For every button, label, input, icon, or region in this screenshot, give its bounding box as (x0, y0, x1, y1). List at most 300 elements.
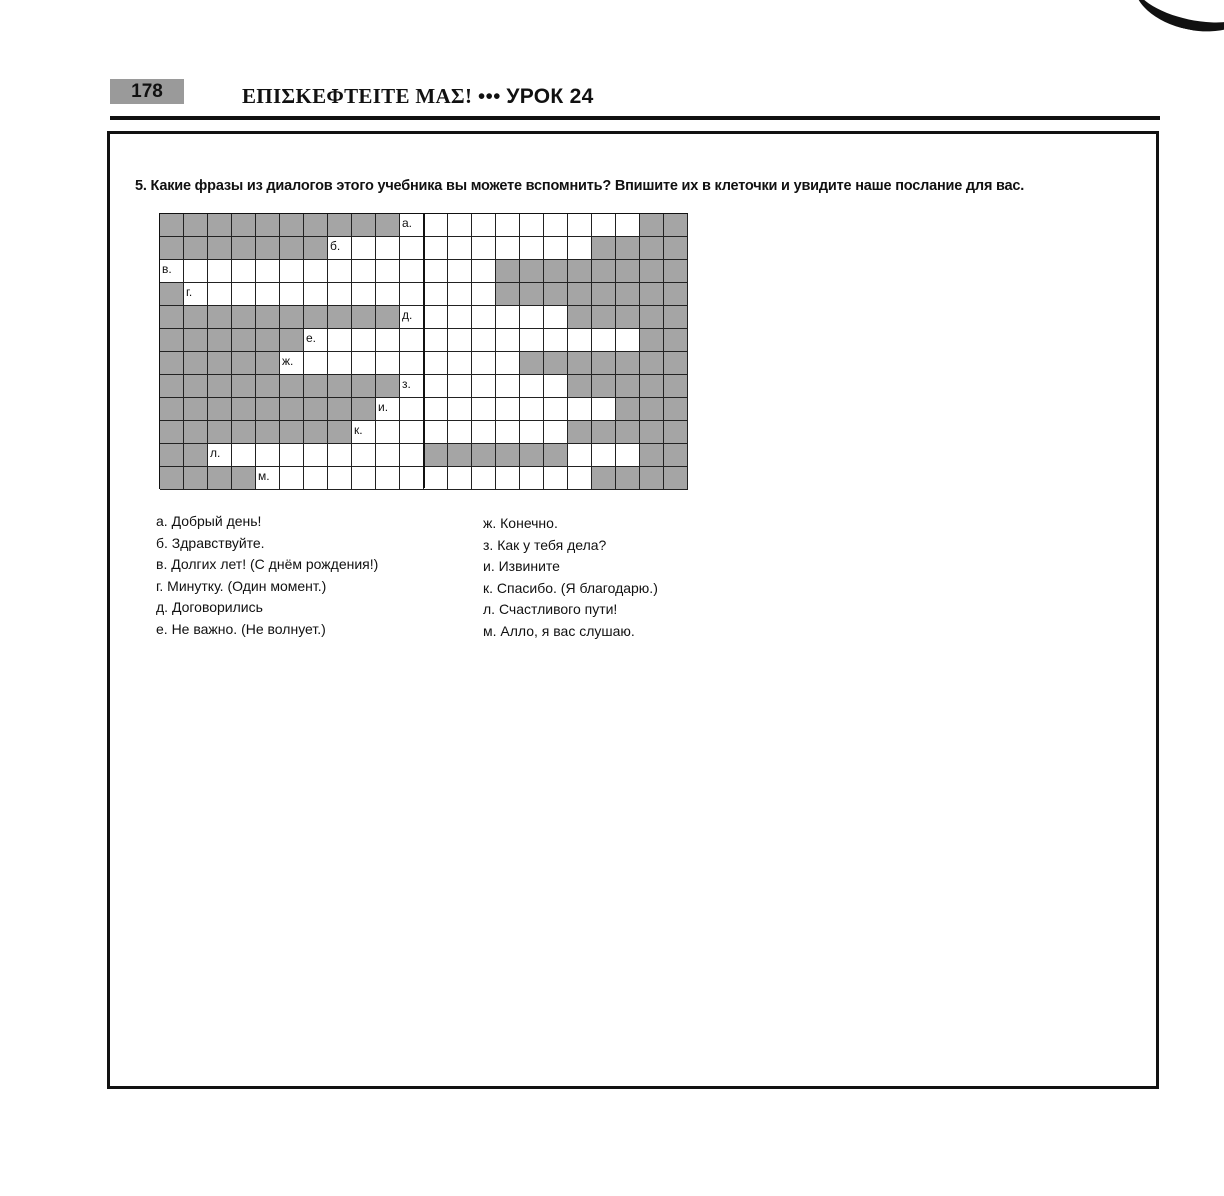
crossword-cell (328, 306, 352, 329)
crossword-cell (400, 237, 424, 260)
crossword-cell (616, 260, 640, 283)
page-header (242, 84, 594, 109)
crossword-cell (304, 375, 328, 398)
crossword-cell (568, 306, 592, 329)
crossword-cell (280, 444, 304, 467)
crossword-clue-label: л. (210, 446, 221, 460)
crossword-cell (520, 467, 544, 490)
crossword-cell (280, 352, 304, 375)
clue-item: и. Извините (483, 558, 560, 575)
crossword-cell (544, 306, 568, 329)
crossword-cell (208, 329, 232, 352)
crossword-cell (568, 260, 592, 283)
crossword-cell (160, 214, 184, 237)
crossword-cell (544, 421, 568, 444)
crossword-cell (376, 352, 400, 375)
crossword-cell (256, 352, 280, 375)
crossword-cell (376, 306, 400, 329)
crossword-clue-label: а. (402, 216, 413, 230)
crossword-cell (496, 444, 520, 467)
crossword-cell (616, 214, 640, 237)
crossword-cell (376, 467, 400, 490)
crossword-cell (616, 306, 640, 329)
crossword-cell (640, 398, 664, 421)
crossword-cell (376, 329, 400, 352)
crossword-cell (616, 398, 640, 421)
crossword-cell (520, 306, 544, 329)
crossword-cell (592, 467, 616, 490)
crossword-cell (424, 375, 448, 398)
crossword-cell (592, 329, 616, 352)
message-column-divider (423, 214, 425, 488)
clue-item: а. Добрый день! (156, 513, 262, 529)
crossword-cell (256, 444, 280, 467)
lesson-title: УРОК 24 (506, 85, 594, 108)
crossword-cell (232, 260, 256, 283)
crossword-cell (496, 467, 520, 490)
crossword-cell (304, 421, 328, 444)
crossword-cell (256, 375, 280, 398)
crossword-cell (424, 237, 448, 260)
crossword-cell (544, 214, 568, 237)
crossword-cell (664, 398, 688, 421)
page-number: 178 (110, 79, 184, 104)
crossword-cell (304, 329, 328, 352)
crossword-cell (208, 306, 232, 329)
crossword-cell (568, 398, 592, 421)
crossword-cell (520, 352, 544, 375)
crossword-cell (208, 398, 232, 421)
crossword-cell (544, 329, 568, 352)
crossword-cell (184, 421, 208, 444)
crossword-cell (208, 375, 232, 398)
crossword-cell (160, 260, 184, 283)
crossword-cell (592, 214, 616, 237)
clue-item: ж. Конечно. (483, 515, 558, 531)
crossword-cell (232, 283, 256, 306)
crossword-cell (496, 237, 520, 260)
crossword-clue-label: к. (354, 423, 363, 437)
crossword-cell (640, 352, 664, 375)
crossword-cell (352, 352, 376, 375)
crossword-cell (280, 421, 304, 444)
crossword-cell (184, 306, 208, 329)
crossword-cell (352, 283, 376, 306)
crossword-cell (496, 421, 520, 444)
crossword-cell (472, 214, 496, 237)
crossword-cell (400, 306, 424, 329)
crossword-cell (232, 329, 256, 352)
crossword-cell (208, 421, 232, 444)
crossword-cell (400, 467, 424, 490)
crossword-grid (159, 213, 688, 489)
crossword-cell (352, 444, 376, 467)
clues-right-column (483, 513, 658, 643)
crossword-cell (544, 398, 568, 421)
crossword-cell (400, 283, 424, 306)
crossword-clue-label: и. (378, 400, 389, 414)
crossword-cell (664, 467, 688, 490)
crossword-cell (400, 214, 424, 237)
crossword-cell (472, 467, 496, 490)
crossword-cell (544, 260, 568, 283)
crossword-cell (232, 237, 256, 260)
crossword-cell (616, 375, 640, 398)
crossword-cell (352, 375, 376, 398)
crossword-cell (592, 375, 616, 398)
crossword-cell (400, 398, 424, 421)
crossword-cell (640, 444, 664, 467)
crossword-cell (496, 214, 520, 237)
crossword-cell (376, 214, 400, 237)
crossword-cell (208, 352, 232, 375)
crossword-cell (328, 467, 352, 490)
crossword-cell (496, 306, 520, 329)
crossword-cell (280, 329, 304, 352)
crossword-cell (352, 237, 376, 260)
crossword-cell (592, 237, 616, 260)
crossword-cell (664, 444, 688, 467)
crossword-cell (424, 467, 448, 490)
crossword-cell (664, 329, 688, 352)
crossword-clue-label: м. (258, 469, 270, 483)
crossword-cell (472, 329, 496, 352)
crossword-cell (568, 283, 592, 306)
crossword-clue-label: ж. (282, 354, 294, 368)
crossword-cell (184, 260, 208, 283)
crossword-cell (520, 375, 544, 398)
crossword-cell (448, 375, 472, 398)
crossword-cell (544, 352, 568, 375)
crossword-cell (640, 260, 664, 283)
crossword-cell (616, 283, 640, 306)
crossword-cell (568, 329, 592, 352)
crossword-cell (616, 421, 640, 444)
crossword-cell (448, 467, 472, 490)
crossword-cell (472, 352, 496, 375)
crossword-cell (280, 306, 304, 329)
clue-item: л. Счастливого пути! (483, 601, 618, 618)
crossword-cell (520, 260, 544, 283)
crossword-cell (616, 329, 640, 352)
crossword-cell (520, 237, 544, 260)
crossword-cell (520, 444, 544, 467)
task-instruction: 5. Какие фразы из диалогов этого учебника вы можете вспомнить? Впишите их в клеточки и увидите наше послание для вас. (135, 178, 1025, 194)
crossword-cell (640, 375, 664, 398)
crossword-cell (352, 421, 376, 444)
crossword-cell (400, 352, 424, 375)
crossword-cell (592, 421, 616, 444)
crossword-cell (328, 444, 352, 467)
crossword-cell (256, 214, 280, 237)
crossword-cell (208, 467, 232, 490)
crossword-cell (400, 260, 424, 283)
crossword-cell (472, 237, 496, 260)
crossword-cell (424, 421, 448, 444)
crossword-cell (424, 260, 448, 283)
crossword-cell (304, 352, 328, 375)
crossword-cell (256, 398, 280, 421)
clues-left-column (156, 511, 378, 641)
crossword-cell (256, 467, 280, 490)
crossword-cell (328, 375, 352, 398)
crossword-cell (352, 260, 376, 283)
crossword-cell (160, 237, 184, 260)
crossword-cell (304, 260, 328, 283)
crossword-cell (664, 421, 688, 444)
crossword-cell (616, 467, 640, 490)
crossword-cell (232, 375, 256, 398)
crossword-cell (472, 444, 496, 467)
crossword-cell (184, 398, 208, 421)
crossword-cell (256, 329, 280, 352)
crossword-clue-label: в. (162, 262, 172, 276)
crossword-cell (328, 237, 352, 260)
crossword-cell (472, 375, 496, 398)
crossword-cell (592, 260, 616, 283)
crossword-cell (448, 306, 472, 329)
crossword-cell (424, 306, 448, 329)
crossword-cell (640, 306, 664, 329)
crossword-cell (376, 398, 400, 421)
crossword-cell (328, 283, 352, 306)
crossword-cell (664, 375, 688, 398)
crossword-clue-label: б. (330, 239, 341, 253)
crossword-cell (400, 375, 424, 398)
crossword-cell (376, 260, 400, 283)
crossword-cell (472, 421, 496, 444)
crossword-cell (472, 306, 496, 329)
crossword-cell (568, 421, 592, 444)
crossword-cell (160, 283, 184, 306)
crossword-cell (232, 214, 256, 237)
crossword-cell (448, 444, 472, 467)
crossword-cell (160, 467, 184, 490)
clue-item: д. Договорились (156, 599, 263, 616)
crossword-cell (400, 444, 424, 467)
crossword-cell (232, 306, 256, 329)
crossword-cell (352, 306, 376, 329)
crossword-cell (424, 398, 448, 421)
crossword-cell (496, 329, 520, 352)
crossword-cell (472, 398, 496, 421)
crossword-cell (400, 329, 424, 352)
crossword-cell (568, 352, 592, 375)
crossword-cell (304, 398, 328, 421)
clue-item: з. Как у тебя дела? (483, 536, 607, 553)
crossword-cell (280, 398, 304, 421)
crossword-cell (424, 329, 448, 352)
crossword-cell (208, 444, 232, 467)
crossword-cell (520, 398, 544, 421)
crossword-cell (664, 260, 688, 283)
crossword-cell (304, 467, 328, 490)
crossword-cell (376, 283, 400, 306)
crossword-cell (448, 214, 472, 237)
crossword-cell (496, 283, 520, 306)
crossword-cell (640, 237, 664, 260)
crossword-cell (352, 214, 376, 237)
crossword-cell (232, 398, 256, 421)
crossword-cell (232, 421, 256, 444)
crossword-cell (256, 260, 280, 283)
crossword-cell (496, 398, 520, 421)
crossword-cell (448, 260, 472, 283)
crossword-cell (664, 306, 688, 329)
crossword-cell (352, 398, 376, 421)
crossword-cell (376, 444, 400, 467)
crossword-cell (184, 467, 208, 490)
crossword-cell (280, 467, 304, 490)
crossword-cell (184, 237, 208, 260)
crossword-cell (160, 398, 184, 421)
crossword-cell (376, 421, 400, 444)
crossword-cell (328, 329, 352, 352)
crossword-cell (160, 329, 184, 352)
crossword-cell (592, 398, 616, 421)
crossword-cell (328, 398, 352, 421)
crossword-cell (232, 467, 256, 490)
crossword-cell (424, 283, 448, 306)
crossword-cell (304, 306, 328, 329)
crossword-cell (160, 306, 184, 329)
crossword-cell (448, 283, 472, 306)
crossword-cell (616, 444, 640, 467)
crossword-cell (184, 329, 208, 352)
crossword-cell (472, 260, 496, 283)
clue-item: г. Минутку. (Один момент.) (156, 577, 327, 594)
crossword-cell (496, 352, 520, 375)
crossword-cell (280, 237, 304, 260)
crossword-cell (208, 283, 232, 306)
crossword-cell (568, 237, 592, 260)
crossword-cell (160, 421, 184, 444)
crossword-clue-label: е. (306, 331, 317, 345)
clue-item: в. Долгих лет! (С днём рождения!) (156, 556, 379, 573)
crossword-cell (208, 260, 232, 283)
crossword-cell (568, 214, 592, 237)
crossword-cell (424, 444, 448, 467)
crossword-cell (304, 214, 328, 237)
crossword-cell (400, 421, 424, 444)
crossword-cell (184, 352, 208, 375)
crossword-cell (280, 260, 304, 283)
crossword-cell (304, 283, 328, 306)
crossword-cell (616, 352, 640, 375)
crossword-cell (568, 467, 592, 490)
crossword-cell (544, 467, 568, 490)
crossword-cell (640, 329, 664, 352)
crossword-cell (280, 375, 304, 398)
crossword-cell (664, 352, 688, 375)
clue-item: б. Здравствуйте. (156, 534, 265, 551)
crossword-cell (544, 444, 568, 467)
crossword-cell (184, 444, 208, 467)
page-corner-shadow (1128, 0, 1224, 42)
crossword-cell (448, 398, 472, 421)
crossword-cell (592, 444, 616, 467)
crossword-cell (448, 352, 472, 375)
book-title: ΕΠΙΣΚΕΦΤΕΙΤΕ ΜΑΣ! (242, 84, 473, 108)
crossword-cell (328, 214, 352, 237)
crossword-cell (520, 214, 544, 237)
crossword-cell (448, 237, 472, 260)
crossword-cell (424, 214, 448, 237)
header-rule (110, 116, 1160, 120)
crossword-clue-label: г. (186, 285, 193, 299)
crossword-cell (544, 375, 568, 398)
crossword-cell (592, 306, 616, 329)
crossword-cell (304, 237, 328, 260)
crossword-cell (640, 421, 664, 444)
crossword-cell (352, 329, 376, 352)
crossword-cell (640, 283, 664, 306)
crossword-cell (328, 260, 352, 283)
crossword-cell (280, 214, 304, 237)
crossword-cell (328, 421, 352, 444)
crossword-cell (256, 306, 280, 329)
crossword-cell (496, 260, 520, 283)
crossword-cell (520, 329, 544, 352)
clue-item: м. Алло, я вас слушаю. (483, 622, 635, 639)
crossword-cell (304, 444, 328, 467)
crossword-cell (568, 444, 592, 467)
crossword-cell (592, 283, 616, 306)
crossword-cell (520, 283, 544, 306)
crossword-cell (256, 283, 280, 306)
crossword-cell (232, 352, 256, 375)
crossword-cell (592, 352, 616, 375)
crossword-cell (280, 283, 304, 306)
crossword-cell (160, 375, 184, 398)
crossword-cell (328, 352, 352, 375)
clue-item: е. Не важно. (Не волнует.) (156, 620, 326, 637)
crossword-cell (664, 237, 688, 260)
crossword-cell (616, 237, 640, 260)
crossword-cell (208, 237, 232, 260)
crossword-cell (376, 237, 400, 260)
crossword-cell (376, 375, 400, 398)
crossword-cell (496, 375, 520, 398)
crossword-cell (664, 283, 688, 306)
crossword-cell (472, 283, 496, 306)
crossword-cell (352, 467, 376, 490)
crossword-cell (544, 237, 568, 260)
title-separator: ••• (477, 84, 501, 108)
clue-item: к. Спасибо. (Я благодарю.) (483, 579, 658, 596)
crossword-cell (184, 375, 208, 398)
crossword-cell (640, 467, 664, 490)
crossword-cell (256, 421, 280, 444)
crossword-clue-label: з. (402, 377, 411, 391)
crossword-cell (568, 375, 592, 398)
crossword-cell (640, 214, 664, 237)
crossword-cell (448, 421, 472, 444)
crossword-cell (160, 352, 184, 375)
crossword-cell (160, 444, 184, 467)
crossword-cell (208, 214, 232, 237)
crossword-cell (448, 329, 472, 352)
crossword-cell (184, 214, 208, 237)
crossword-cell (256, 237, 280, 260)
crossword-cell (544, 283, 568, 306)
crossword-clue-label: д. (402, 308, 413, 322)
crossword-cell (424, 352, 448, 375)
crossword-cell (520, 421, 544, 444)
crossword-cell (184, 283, 208, 306)
crossword-cell (232, 444, 256, 467)
crossword-cell (664, 214, 688, 237)
